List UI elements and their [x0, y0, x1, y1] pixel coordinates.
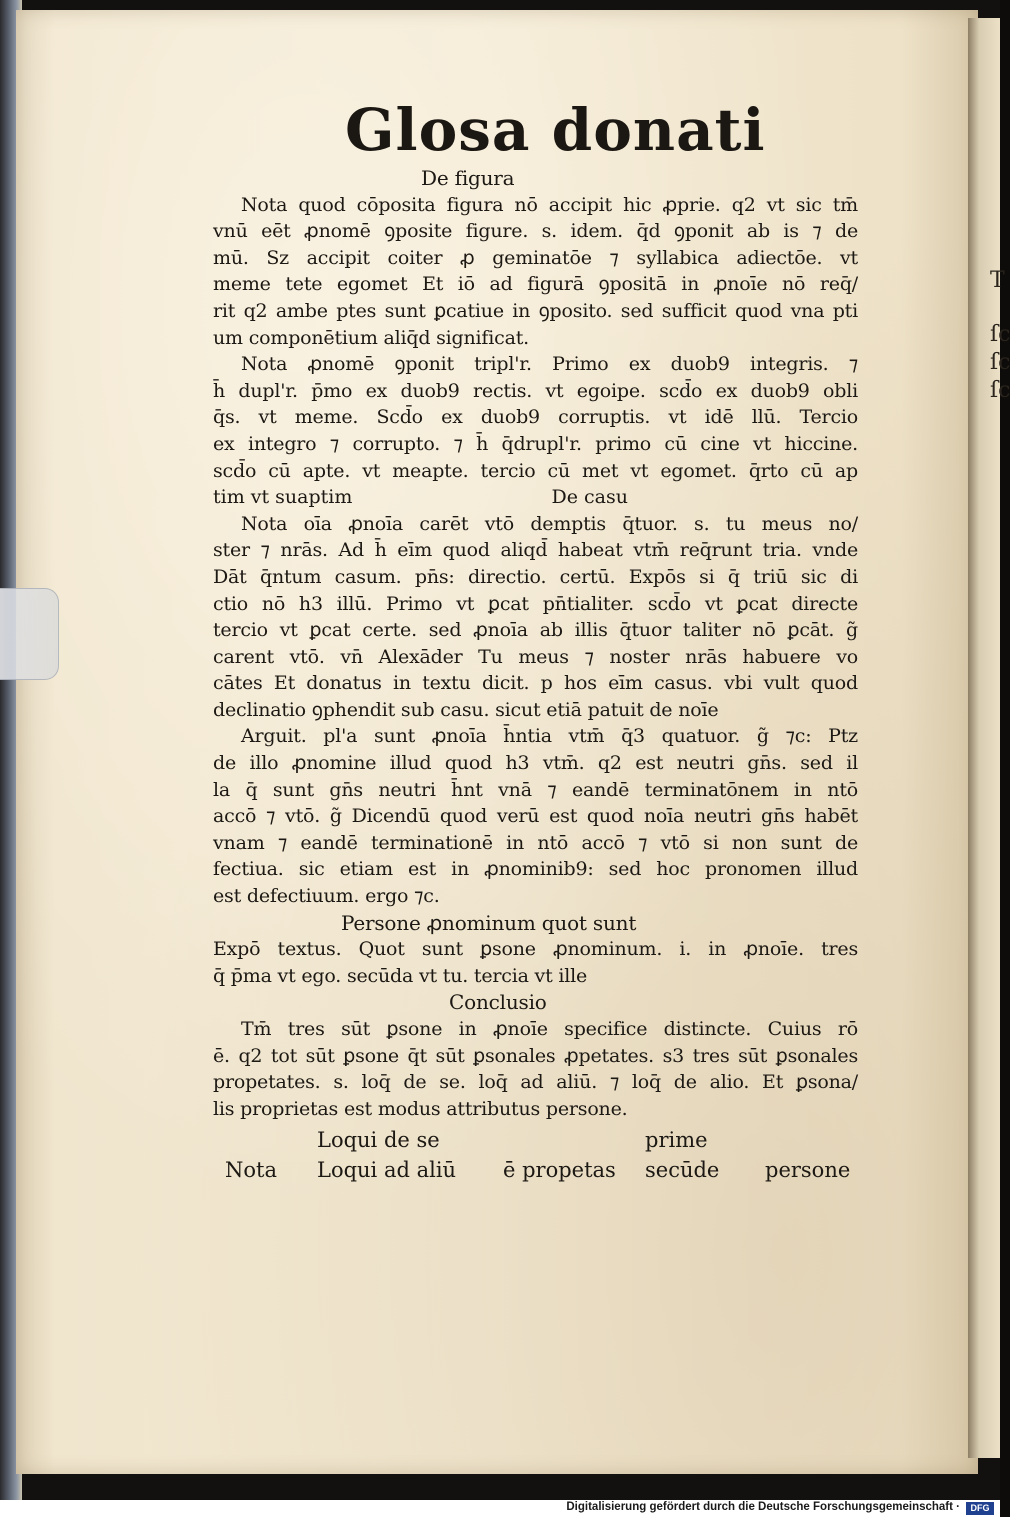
text-line: tercio vt ꝑcat certe. sed ꝓnoīa ab illis q̄tuor taliter nō ꝑcāt. g̃: [213, 619, 858, 642]
text-line: h̄ dupl'r. p̄mo ex duob9 rectis. vt egoipe. scd̄o ex duob9 obli: [213, 379, 858, 402]
page-title: Glosa donati: [345, 96, 766, 164]
text-line: fectiua. sic etiam est in ꝓnominib9: sed hoc pronomen illud: [213, 858, 858, 881]
binding-clip: [0, 588, 59, 680]
next-page-edge: [968, 18, 1000, 1458]
text-line: de illo ꝓnomine illud quod h3 vtm̄. q2 est neutri gn̄s. sed il: [213, 752, 858, 775]
table-cell-loqui-ad-aliu: Loqui ad aliū: [317, 1158, 457, 1183]
text-line: Arguit. pl'a sunt ꝓnoīa h̄ntia vtm̄ q̄3 quatuor. g̃ ⁊c: Ptz: [241, 725, 858, 748]
text-line: vnū eēt ꝓnomē ꝯposite figure. s. idem. q̄d ꝯponit ab is ⁊ de: [213, 220, 858, 243]
next-page-glyph: ſc: [990, 350, 1010, 375]
heading-conclusio: Conclusio: [449, 990, 547, 1015]
table-cell-est-propetas: ē propetas: [503, 1158, 616, 1183]
dfg-logo: DFG: [966, 1502, 994, 1515]
next-page-glyph: ſc: [990, 322, 1010, 347]
text-line: Expō textus. Quot sunt ꝑsone ꝓnominum. i. in ꝓnoīe. tres: [213, 938, 858, 961]
text-block: [213, 165, 858, 1188]
text-line: ster ⁊ nrās. Ad h̄ eīm quod aliqd̄ habeat vtm̄ req̄runt tria. vnde: [213, 539, 858, 562]
text-line: um componētium aliq̄d significat.: [213, 326, 529, 349]
heading-persone: Persone ꝓnominum quot sunt: [341, 910, 637, 935]
heading-de-casu: De casu: [551, 486, 628, 509]
table-cell-loqui-de-se: Loqui de se: [317, 1128, 440, 1153]
text-line: ctio nō h3 illū. Primo vt ꝑcat pn̄tialiter. scd̄o vt ꝑcat directe: [213, 592, 858, 615]
text-line: lis proprietas est modus attributus persone.: [213, 1097, 628, 1120]
text-line: accō ⁊ vtō. g̃ Dicendū quod verū est quod noīa neutri gn̄s habēt: [213, 805, 858, 828]
text-line: propetates. s. loq̄ de se. loq̄ ad aliū. ⁊ loq̄ de alio. Et ꝑsona/: [213, 1071, 858, 1094]
text-line: ex integro ⁊ corrupto. ⁊ h̄ q̄drupl'r. primo cū cine vt hiccine.: [213, 432, 858, 455]
text-line: mū. Sz accipit coiter ꝓ geminatōe ⁊ syllabica adiectōe. vt: [213, 246, 858, 269]
text-line: rit q2 ambe ptes sunt ꝑcatiue in ꝯposito. sed sufficit quod vna pti: [213, 299, 858, 322]
text-line: carent vtō. vn̄ Alexāder Tu meus ⁊ noster nrās habuere vo: [213, 645, 858, 668]
text-line-split: [213, 484, 858, 511]
text-line: q̄ p̄ma vt ego. secūda vt tu. tercia vt ille: [213, 964, 588, 987]
text-line: est defectiuum. ergo ⁊c.: [213, 885, 440, 908]
text-line: la q̄ sunt gn̄s neutri h̄nt vnā ⁊ eandē terminatōnem in ntō: [213, 778, 858, 801]
table-cell-nota: Nota: [225, 1158, 277, 1183]
text-line: tim vt suaptim: [213, 486, 353, 509]
text-line: Nota quod cōposita figura nō accipit hic ꝓprie. q2 vt sic tm̄: [241, 193, 858, 216]
table-cell-secunde: secūde: [645, 1158, 720, 1183]
text-line: cātes Et donatus in textu dicit. p hos eīm casus. vbi vult quod: [213, 672, 858, 695]
text-line: Nota oīa ꝓnoīa carēt vtō demptis q̄tuor. s. tu meus no/: [241, 512, 858, 535]
text-line: q̄s. vt meme. Scd̄o ex duob9 corruptis. vt idē llū. Tercio: [213, 406, 858, 429]
text-line: Tm̄ tres sūt ꝑsone in ꝓnoīe specifice distincte. Cuius rō: [241, 1018, 858, 1040]
next-page-glyph: ſc: [990, 378, 1010, 403]
next-page-glyph: T: [990, 268, 1005, 293]
text-line: declinatio ꝯphendit sub casu. sicut etiā patuit de noīe: [213, 698, 719, 721]
text-line: meme tete egomet Et iō ad figurā ꝯpositā in ꝓnoīe nō req̄/: [213, 273, 858, 296]
text-line: vnam ⁊ eandē terminationē in ntō accō ⁊ vtō si non sunt de: [213, 831, 858, 854]
footer-credit: Digitalisierung gefördert durch die Deutsche Forschungsgemeinschaft ·: [566, 1501, 960, 1513]
table-cell-prime: prime: [645, 1128, 708, 1153]
table-cell-persone: persone: [765, 1158, 851, 1183]
persons-table: [213, 1128, 858, 1188]
text-line: scd̄o cū apte. vt meapte. tercio cū met vt egomet. q̄rto cū ap: [213, 459, 858, 482]
text-line: Nota ꝓnomē ꝯponit tripl'r. Primo ex duob9 integris. ⁊: [241, 353, 858, 376]
text-line: Dāt q̄ntum casum. pn̄s: directio. certū. Expōs si q̄ triū sic di: [213, 565, 858, 588]
heading-de-figura: De figura: [421, 166, 515, 190]
text-line: ē. q2 tot sūt ꝑsone q̄t sūt ꝑsonales ꝓpetates. s3 tres sūt ꝑsonales: [213, 1044, 858, 1067]
